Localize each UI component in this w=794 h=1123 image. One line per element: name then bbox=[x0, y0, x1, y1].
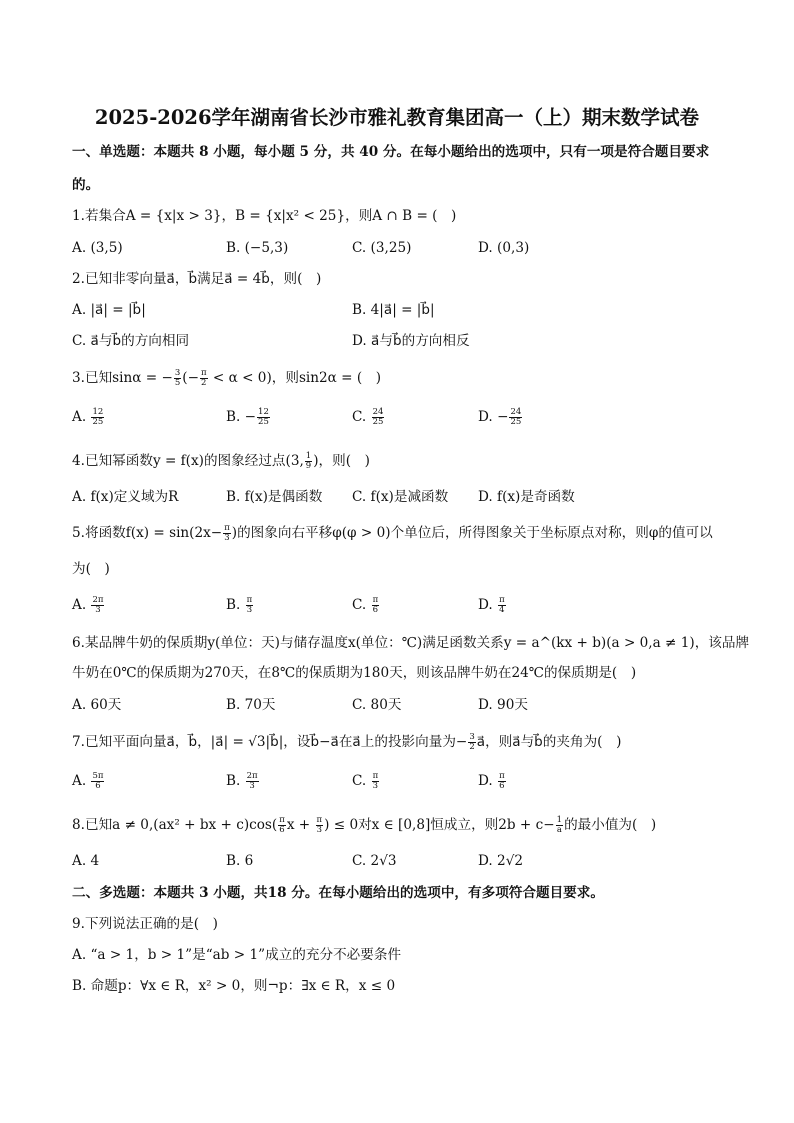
frac-den: 6 bbox=[279, 825, 285, 835]
frac-den: 6 bbox=[95, 781, 101, 791]
q7-option-c bbox=[352, 772, 380, 791]
frac-num: 2π bbox=[246, 771, 258, 781]
q5-stem bbox=[72, 524, 713, 543]
q6-option-b: B. 70天 bbox=[226, 697, 276, 713]
q4-option-b: B. f(x)是偶函数 bbox=[226, 489, 323, 505]
q7-option-d bbox=[478, 772, 507, 791]
q6-option-d: D. 90天 bbox=[478, 697, 528, 713]
option-label: C. bbox=[352, 409, 371, 425]
q1-option-c: C. (3,25) bbox=[352, 240, 412, 256]
frac-den: 25 bbox=[372, 417, 384, 427]
option-label: C. bbox=[352, 773, 371, 789]
q6-option-a: A. 60天 bbox=[72, 697, 122, 713]
option-fraction bbox=[246, 596, 254, 615]
q1-stem: 1.若集合A = {x|x > 3}，B = {x|x² < 25}，则A ∩ B = ( ) bbox=[72, 208, 457, 224]
q3-option-c bbox=[352, 408, 385, 427]
frac-den: 9 bbox=[305, 461, 312, 471]
q7-stem bbox=[72, 733, 621, 752]
q8-option-c: C. 2√3 bbox=[352, 853, 397, 869]
q9-option-b: B. 命题p：∀x ∈ R，x² > 0，则¬p：∃x ∈ R，x ≤ 0 bbox=[72, 978, 396, 994]
q8-stem-part: x + bbox=[286, 817, 315, 833]
q7-fraction bbox=[468, 733, 475, 752]
q4-option-a: A. f(x)定义域为R bbox=[72, 489, 179, 505]
q8-option-b: B. 6 bbox=[226, 853, 254, 869]
option-label: B. bbox=[226, 773, 245, 789]
q4-stem-part: 4.已知幂函数y = f(x)的图象经过点(3, bbox=[72, 453, 304, 469]
option-label: D. bbox=[478, 597, 498, 613]
frac-num: 12 bbox=[92, 407, 104, 417]
frac-den: 2 bbox=[469, 742, 475, 752]
q2-stem: 2.已知非零向量a⃗，b⃗满足a⃗ = 4b⃗，则( ) bbox=[72, 271, 322, 287]
frac-num: π bbox=[372, 595, 379, 605]
q3-option-a bbox=[72, 408, 105, 427]
q5-stem-cont: 为( ) bbox=[72, 561, 110, 577]
q8-stem-part: 8.已知a ≠ 0,(ax² + bx + c)cos( bbox=[72, 817, 278, 833]
q5-option-b bbox=[226, 596, 254, 615]
q8-fraction bbox=[278, 816, 286, 835]
option-fraction bbox=[91, 772, 104, 791]
q4-stem-part: )，则( ) bbox=[313, 453, 370, 469]
q3-option-b bbox=[226, 408, 271, 427]
frac-den: 25 bbox=[92, 417, 104, 427]
q5-option-c bbox=[352, 596, 380, 615]
frac-num: 2π bbox=[92, 595, 104, 605]
q9-option-a: A. “a > 1，b > 1”是“ab > 1”成立的充分不必要条件 bbox=[72, 947, 402, 963]
frac-den: 25 bbox=[258, 417, 269, 427]
option-label: C. bbox=[352, 597, 371, 613]
frac-den: 3 bbox=[95, 605, 101, 615]
frac-den: 3 bbox=[249, 781, 255, 791]
q6-stem-cont: 牛奶在0℃的保质期为270天，在8℃的保质期为180天，则该品牌牛奶在24℃的保质期是( ) bbox=[72, 665, 637, 681]
frac-den: 4 bbox=[499, 605, 505, 615]
q5-stem-part: 5.将函数f(x) = sin(2x− bbox=[72, 525, 223, 541]
frac-num: π bbox=[316, 815, 323, 825]
q8-fraction bbox=[316, 816, 324, 835]
q8-fraction bbox=[556, 816, 563, 835]
q8-option-a: A. 4 bbox=[72, 853, 100, 869]
q8-stem bbox=[72, 816, 656, 835]
q8-option-d: D. 2√2 bbox=[478, 853, 524, 869]
q1-option-b: B. (−5,3) bbox=[226, 240, 289, 256]
q4-fraction bbox=[305, 452, 312, 471]
option-fraction bbox=[91, 596, 104, 615]
q3-fraction bbox=[174, 369, 181, 388]
option-fraction bbox=[372, 596, 380, 615]
page-title: 2025-2026学年湖南省长沙市雅礼教育集团高一（上）期末数学试卷 bbox=[94, 106, 700, 129]
option-label: A. bbox=[72, 409, 91, 425]
option-label: A. bbox=[72, 597, 91, 613]
option-label: D. bbox=[478, 773, 498, 789]
q8-stem-part: ) ≤ 0对x ∈ [0,8]恒成立，则2b + c− bbox=[324, 817, 555, 833]
frac-num: π bbox=[372, 771, 379, 781]
frac-den: 6 bbox=[372, 605, 379, 615]
frac-den: 3 bbox=[246, 605, 253, 615]
q3-stem-part: (− bbox=[182, 370, 199, 386]
frac-num: 12 bbox=[258, 407, 269, 417]
q2-option-c: C. a⃗与b⃗的方向相同 bbox=[72, 333, 190, 349]
option-fraction bbox=[509, 408, 522, 427]
q6-option-c: C. 80天 bbox=[352, 697, 402, 713]
frac-den: 3 bbox=[372, 781, 379, 791]
section1-heading: 一、单选题：本题共 8 小题，每小题 5 分，共 40 分。在每小题给出的选项中，只有一项是符合题目要求 bbox=[72, 144, 710, 160]
frac-den: 6 bbox=[499, 781, 505, 791]
q5-option-a bbox=[72, 596, 105, 615]
q7-stem-part: 7.已知平面向量a⃗，b⃗，|a⃗| = √3|b⃗|，设b⃗−a⃗在a⃗上的投影向量为− bbox=[72, 734, 468, 750]
option-fraction bbox=[498, 596, 506, 615]
option-fraction bbox=[498, 772, 506, 791]
q8-stem-part: 的最小值为( ) bbox=[564, 817, 657, 833]
frac-num: 5π bbox=[92, 771, 104, 781]
frac-num: π bbox=[279, 815, 285, 825]
q2-option-d: D. a⃗与b⃗的方向相反 bbox=[352, 333, 470, 349]
q4-option-c: C. f(x)是减函数 bbox=[352, 489, 449, 505]
q3-stem-part: < α < 0)，则sin2α = ( ) bbox=[208, 370, 382, 386]
frac-den: 3 bbox=[224, 533, 230, 543]
option-sign: − bbox=[497, 409, 509, 425]
q7-option-b bbox=[226, 772, 260, 791]
q6-stem: 6.某品牌牛奶的保质期y(单位：天)与储存温度x(单位：℃)满足函数关系y = a^(kx + b)(a > 0,a ≠ 1)，该品牌 bbox=[72, 635, 750, 651]
frac-den: 25 bbox=[510, 417, 522, 427]
q3-frac-num: 3 bbox=[174, 368, 181, 378]
q3-option-d bbox=[478, 408, 523, 427]
frac-num: 24 bbox=[372, 407, 384, 417]
q1-option-d: D. (0,3) bbox=[478, 240, 530, 256]
option-fraction bbox=[372, 772, 380, 791]
frac-den: 3 bbox=[316, 825, 323, 835]
option-fraction bbox=[246, 772, 259, 791]
q7-option-a bbox=[72, 772, 105, 791]
option-label: B. bbox=[226, 409, 245, 425]
option-sign: − bbox=[244, 409, 257, 425]
q5-fraction bbox=[223, 524, 231, 543]
option-fraction bbox=[257, 408, 270, 427]
q3-frac-den: 5 bbox=[174, 378, 181, 388]
frac-num: π bbox=[224, 523, 230, 533]
q2-option-b: B. 4|a⃗| = |b⃗| bbox=[352, 302, 435, 318]
q3-stem bbox=[72, 369, 381, 388]
q5-option-d bbox=[478, 596, 507, 615]
q3-stem-part: 3.已知sinα = − bbox=[72, 370, 173, 386]
q4-stem bbox=[72, 452, 370, 471]
frac-num: π bbox=[499, 595, 505, 605]
q5-stem-part: )的图象向右平移φ(φ > 0)个单位后，所得图象关于坐标原点对称，则φ的值可以 bbox=[231, 525, 713, 541]
option-fraction bbox=[91, 408, 104, 427]
q3-frac-den: 2 bbox=[201, 378, 207, 388]
q3-fraction bbox=[200, 369, 208, 388]
q7-stem-part: a⃗，则a⃗与b⃗的夹角为( ) bbox=[476, 734, 622, 750]
q1-option-a: A. (3,5) bbox=[72, 240, 123, 256]
frac-num: 24 bbox=[510, 407, 522, 417]
section1-heading-cont: 的。 bbox=[72, 177, 100, 193]
section2-heading: 二、多选题：本题共 3 小题，共18 分。在每小题给出的选项中，有多项符合题目要求。 bbox=[72, 885, 604, 901]
frac-num: π bbox=[246, 595, 253, 605]
frac-den: a bbox=[556, 825, 562, 835]
frac-num: 1 bbox=[556, 815, 563, 825]
option-fraction bbox=[372, 408, 385, 427]
frac-num: 1 bbox=[305, 451, 312, 461]
q3-frac-num: π bbox=[200, 368, 207, 378]
option-label: A. bbox=[72, 773, 91, 789]
q9-stem: 9.下列说法正确的是( ) bbox=[72, 916, 218, 932]
q4-option-d: D. f(x)是奇函数 bbox=[478, 489, 575, 505]
q2-option-a: A. |a⃗| = |b⃗| bbox=[72, 302, 146, 318]
frac-num: π bbox=[499, 771, 505, 781]
frac-num: 3 bbox=[469, 732, 475, 742]
option-label: B. bbox=[226, 597, 245, 613]
option-label: D. bbox=[478, 409, 498, 425]
